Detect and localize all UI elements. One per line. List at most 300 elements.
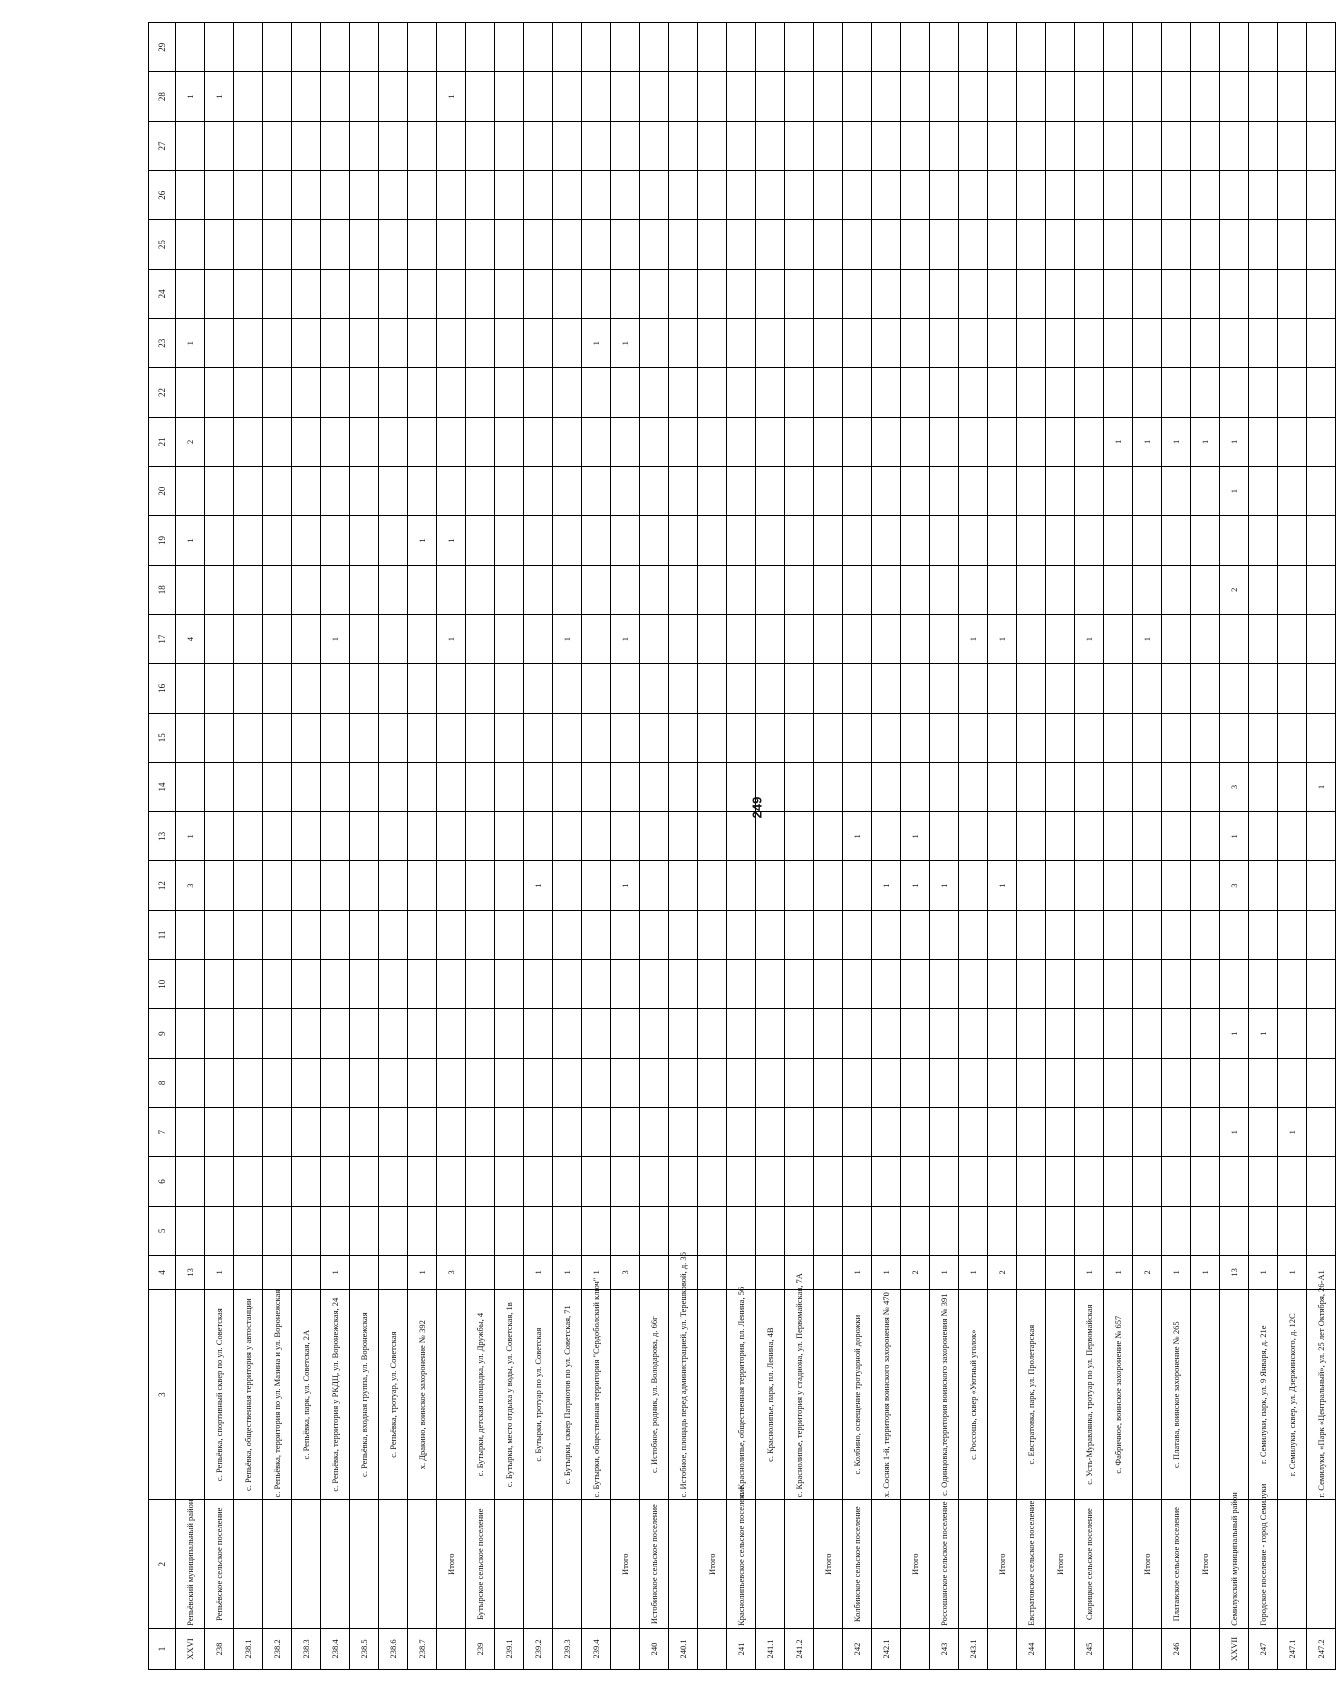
- value-cell: [466, 72, 495, 121]
- table-row: [234, 23, 263, 1670]
- value-cell: [669, 565, 698, 614]
- value-cell: [1191, 565, 1220, 614]
- value-cell: 1: [176, 516, 205, 565]
- value-cell: [1046, 1157, 1075, 1206]
- value-cell: [379, 171, 408, 220]
- municipality-cell: Итого: [698, 1500, 727, 1628]
- value-cell: [785, 1206, 814, 1255]
- value-cell: [727, 269, 756, 318]
- value-cell: [524, 1009, 553, 1058]
- value-cell: [1075, 1206, 1104, 1255]
- municipality-cell: Итого: [1191, 1500, 1220, 1628]
- value-cell: [1046, 319, 1075, 368]
- value-cell: [1046, 565, 1075, 614]
- value-cell: [234, 171, 263, 220]
- value-cell: 1: [1104, 1255, 1133, 1289]
- value-cell: [350, 368, 379, 417]
- value-cell: [350, 1009, 379, 1058]
- value-cell: [582, 910, 611, 959]
- value-cell: [1278, 1009, 1307, 1058]
- value-cell: [553, 664, 582, 713]
- object-cell: с. Краснолипье, территория у стадиона, ул. Первомайская, 7А: [785, 1289, 814, 1500]
- value-cell: [379, 516, 408, 565]
- value-cell: [785, 1108, 814, 1157]
- value-cell: [234, 861, 263, 910]
- value-cell: [1307, 269, 1336, 318]
- value-cell: [553, 1058, 582, 1107]
- value-cell: [872, 516, 901, 565]
- value-cell: [901, 171, 930, 220]
- value-cell: [640, 1009, 669, 1058]
- value-cell: [379, 565, 408, 614]
- value-cell: [437, 269, 466, 318]
- value-cell: [1162, 861, 1191, 910]
- value-cell: [176, 960, 205, 1009]
- value-cell: [611, 121, 640, 170]
- value-cell: [379, 1255, 408, 1289]
- row-number-cell: [901, 1628, 930, 1669]
- value-cell: [1249, 23, 1278, 72]
- value-cell: [727, 1009, 756, 1058]
- object-cell: г. Семилуки, сквер, ул. Дзержинского, д. 12С: [1278, 1289, 1307, 1500]
- value-cell: [1191, 910, 1220, 959]
- value-cell: [669, 23, 698, 72]
- value-cell: [1220, 121, 1249, 170]
- value-cell: [205, 269, 234, 318]
- value-cell: [814, 1206, 843, 1255]
- value-cell: [1278, 565, 1307, 614]
- value-cell: [640, 516, 669, 565]
- value-cell: [785, 417, 814, 466]
- value-cell: [205, 466, 234, 515]
- value-cell: [1017, 417, 1046, 466]
- value-cell: [292, 319, 321, 368]
- municipality-cell: Итого: [611, 1500, 640, 1628]
- value-cell: [321, 121, 350, 170]
- value-cell: [553, 269, 582, 318]
- value-cell: [321, 1009, 350, 1058]
- value-cell: [930, 614, 959, 663]
- value-cell: [524, 1157, 553, 1206]
- value-cell: [785, 516, 814, 565]
- value-cell: [582, 1058, 611, 1107]
- value-cell: [698, 1058, 727, 1107]
- value-cell: [785, 960, 814, 1009]
- value-cell: [1104, 121, 1133, 170]
- value-cell: [466, 269, 495, 318]
- value-cell: 1: [901, 812, 930, 861]
- value-cell: [901, 1108, 930, 1157]
- row-number-cell: XXVII: [1220, 1628, 1249, 1669]
- value-cell: [1249, 1206, 1278, 1255]
- value-cell: [205, 664, 234, 713]
- value-cell: [959, 269, 988, 318]
- value-cell: [1075, 1009, 1104, 1058]
- value-cell: [553, 466, 582, 515]
- object-cell: с. Бутырки, общественная территория "Сердоболский ключ": [582, 1289, 611, 1500]
- value-cell: [205, 1009, 234, 1058]
- value-cell: [1162, 1206, 1191, 1255]
- value-cell: [350, 319, 379, 368]
- value-cell: [1249, 121, 1278, 170]
- value-cell: [1133, 220, 1162, 269]
- table-row: [1307, 23, 1336, 1670]
- value-cell: [466, 220, 495, 269]
- object-cell: с. Колбино, освещение тротуарной дорожки: [843, 1289, 872, 1500]
- value-cell: [959, 565, 988, 614]
- table-row: [1249, 23, 1278, 1670]
- value-cell: [292, 466, 321, 515]
- value-cell: [437, 565, 466, 614]
- value-cell: [1307, 417, 1336, 466]
- value-cell: [379, 23, 408, 72]
- value-cell: [234, 664, 263, 713]
- value-cell: [408, 1157, 437, 1206]
- value-cell: [988, 1009, 1017, 1058]
- value-cell: [814, 368, 843, 417]
- value-cell: [263, 516, 292, 565]
- value-cell: [640, 466, 669, 515]
- value-cell: [611, 1206, 640, 1255]
- value-cell: [1249, 1108, 1278, 1157]
- value-cell: [437, 1206, 466, 1255]
- value-cell: 1: [872, 1255, 901, 1289]
- municipality-cell: Итого: [988, 1500, 1017, 1628]
- value-cell: [263, 565, 292, 614]
- value-cell: [1278, 614, 1307, 663]
- value-cell: [814, 713, 843, 762]
- municipality-cell: [553, 1500, 582, 1628]
- value-cell: [263, 762, 292, 811]
- value-cell: [1162, 762, 1191, 811]
- value-cell: [640, 664, 669, 713]
- object-cell: с. Бутырки, детская площадка, ул. Дружбы, 4: [466, 1289, 495, 1500]
- value-cell: [437, 960, 466, 1009]
- value-cell: [1133, 565, 1162, 614]
- value-cell: [988, 171, 1017, 220]
- row-number-cell: 243.1: [959, 1628, 988, 1669]
- value-cell: [495, 614, 524, 663]
- value-cell: [843, 762, 872, 811]
- value-cell: [495, 72, 524, 121]
- value-cell: [872, 1108, 901, 1157]
- value-cell: [1307, 72, 1336, 121]
- value-cell: [466, 1058, 495, 1107]
- value-cell: [1191, 1009, 1220, 1058]
- column-header: 13: [149, 812, 176, 861]
- value-cell: [611, 812, 640, 861]
- value-cell: [292, 516, 321, 565]
- value-cell: [930, 1058, 959, 1107]
- value-cell: [698, 1009, 727, 1058]
- value-cell: [930, 1206, 959, 1255]
- value-cell: [872, 1009, 901, 1058]
- value-cell: [640, 861, 669, 910]
- value-cell: [437, 220, 466, 269]
- value-cell: [495, 1108, 524, 1157]
- object-cell: [1133, 1289, 1162, 1500]
- value-cell: [176, 1058, 205, 1107]
- value-cell: [263, 664, 292, 713]
- value-cell: [756, 72, 785, 121]
- value-cell: [669, 614, 698, 663]
- value-cell: [582, 72, 611, 121]
- value-cell: [524, 713, 553, 762]
- value-cell: [234, 565, 263, 614]
- object-cell: с. Репьёвка, общественная территория у автостанции: [234, 1289, 263, 1500]
- value-cell: [1220, 1206, 1249, 1255]
- value-cell: [814, 960, 843, 1009]
- value-cell: [263, 1157, 292, 1206]
- value-cell: [959, 121, 988, 170]
- value-cell: [669, 812, 698, 861]
- table-row: [524, 23, 553, 1670]
- value-cell: [901, 1206, 930, 1255]
- value-cell: [1249, 466, 1278, 515]
- value-cell: [785, 220, 814, 269]
- value-cell: [350, 664, 379, 713]
- value-cell: 13: [1220, 1255, 1249, 1289]
- value-cell: [930, 319, 959, 368]
- value-cell: [1278, 910, 1307, 959]
- value-cell: [350, 614, 379, 663]
- value-cell: [205, 861, 234, 910]
- value-cell: [756, 910, 785, 959]
- object-cell: с. Россошь, сквер «Уютный уголок»: [959, 1289, 988, 1500]
- value-cell: [1191, 466, 1220, 515]
- value-cell: [1307, 1157, 1336, 1206]
- value-cell: [408, 762, 437, 811]
- value-cell: [437, 23, 466, 72]
- row-number-cell: 247.2: [1307, 1628, 1336, 1669]
- value-cell: [814, 319, 843, 368]
- value-cell: [1104, 1157, 1133, 1206]
- value-cell: [727, 171, 756, 220]
- value-cell: [1162, 171, 1191, 220]
- value-cell: [176, 1157, 205, 1206]
- value-cell: [756, 565, 785, 614]
- object-cell: [1046, 1289, 1075, 1500]
- table-row: [785, 23, 814, 1670]
- value-cell: [901, 960, 930, 1009]
- value-cell: [495, 319, 524, 368]
- value-cell: [1075, 171, 1104, 220]
- value-cell: [495, 516, 524, 565]
- value-cell: [350, 23, 379, 72]
- value-cell: [234, 23, 263, 72]
- value-cell: [988, 269, 1017, 318]
- value-cell: [582, 1108, 611, 1157]
- municipality-cell: Евстратовское сельское поселение: [1017, 1500, 1046, 1628]
- value-cell: [408, 1108, 437, 1157]
- value-cell: [959, 1206, 988, 1255]
- value-cell: [814, 171, 843, 220]
- value-cell: [234, 466, 263, 515]
- value-cell: [756, 368, 785, 417]
- value-cell: [437, 1009, 466, 1058]
- value-cell: [1220, 910, 1249, 959]
- value-cell: [553, 368, 582, 417]
- value-cell: [698, 1157, 727, 1206]
- value-cell: [1133, 1108, 1162, 1157]
- value-cell: [263, 1058, 292, 1107]
- value-cell: [553, 812, 582, 861]
- value-cell: [901, 23, 930, 72]
- row-number-cell: [1104, 1628, 1133, 1669]
- table-row: [292, 23, 321, 1670]
- value-cell: [1162, 319, 1191, 368]
- value-cell: [959, 910, 988, 959]
- column-header: 5: [149, 1206, 176, 1255]
- value-cell: [582, 1009, 611, 1058]
- value-cell: [205, 614, 234, 663]
- value-cell: [1046, 466, 1075, 515]
- value-cell: [466, 516, 495, 565]
- value-cell: [1278, 368, 1307, 417]
- value-cell: [1162, 1058, 1191, 1107]
- value-cell: [582, 1206, 611, 1255]
- value-cell: 2: [1220, 565, 1249, 614]
- object-cell: с. Краснолипье, общественная территория, пл. Ленина, 56: [727, 1289, 756, 1500]
- value-cell: [1278, 1157, 1307, 1206]
- value-cell: [843, 910, 872, 959]
- value-cell: [234, 1255, 263, 1289]
- value-cell: [495, 1157, 524, 1206]
- value-cell: [872, 417, 901, 466]
- value-cell: [495, 220, 524, 269]
- row-number-cell: 244: [1017, 1628, 1046, 1669]
- value-cell: [176, 713, 205, 762]
- value-cell: 1: [1307, 762, 1336, 811]
- value-cell: [988, 713, 1017, 762]
- value-cell: [553, 762, 582, 811]
- value-cell: 3: [1220, 861, 1249, 910]
- value-cell: [640, 72, 669, 121]
- value-cell: [1220, 516, 1249, 565]
- value-cell: [814, 565, 843, 614]
- value-cell: [1104, 1206, 1133, 1255]
- value-cell: [814, 762, 843, 811]
- value-cell: [350, 466, 379, 515]
- value-cell: [1220, 614, 1249, 663]
- value-cell: [553, 713, 582, 762]
- value-cell: 1: [176, 812, 205, 861]
- value-cell: [756, 23, 785, 72]
- value-cell: [611, 762, 640, 811]
- value-cell: 2: [1133, 1255, 1162, 1289]
- column-header: 14: [149, 762, 176, 811]
- value-cell: [1133, 1058, 1162, 1107]
- value-cell: [1075, 516, 1104, 565]
- value-cell: [698, 516, 727, 565]
- value-cell: [611, 417, 640, 466]
- value-cell: [524, 121, 553, 170]
- row-number-cell: 238.5: [350, 1628, 379, 1669]
- value-cell: [292, 861, 321, 910]
- row-number-cell: 243: [930, 1628, 959, 1669]
- municipality-cell: [321, 1500, 350, 1628]
- value-cell: [1162, 910, 1191, 959]
- value-cell: [437, 121, 466, 170]
- row-number-cell: 241.1: [756, 1628, 785, 1669]
- value-cell: [814, 664, 843, 713]
- value-cell: [1191, 72, 1220, 121]
- value-cell: [379, 1009, 408, 1058]
- value-cell: [321, 1058, 350, 1107]
- value-cell: [524, 220, 553, 269]
- value-cell: [1278, 1206, 1307, 1255]
- value-cell: [379, 1206, 408, 1255]
- table-row: [408, 23, 437, 1670]
- value-cell: [379, 121, 408, 170]
- value-cell: [379, 368, 408, 417]
- value-cell: [176, 269, 205, 318]
- header-row: [149, 23, 176, 1670]
- value-cell: [1075, 960, 1104, 1009]
- value-cell: [1249, 269, 1278, 318]
- value-cell: [1220, 23, 1249, 72]
- value-cell: [234, 614, 263, 663]
- object-cell: [176, 1289, 205, 1500]
- value-cell: [1307, 368, 1336, 417]
- value-cell: [292, 910, 321, 959]
- value-cell: [495, 1255, 524, 1289]
- value-cell: [872, 466, 901, 515]
- value-cell: [1278, 121, 1307, 170]
- value-cell: [756, 269, 785, 318]
- value-cell: [1278, 713, 1307, 762]
- object-cell: с. Репьёвка, входная группа, ул. Воронежская: [350, 1289, 379, 1500]
- value-cell: [698, 1206, 727, 1255]
- value-cell: [466, 664, 495, 713]
- value-cell: [930, 23, 959, 72]
- value-cell: [611, 1157, 640, 1206]
- value-cell: [1307, 23, 1336, 72]
- value-cell: [321, 812, 350, 861]
- value-cell: [756, 1058, 785, 1107]
- value-cell: 1: [321, 614, 350, 663]
- row-number-cell: 239.3: [553, 1628, 582, 1669]
- value-cell: [263, 72, 292, 121]
- value-cell: [640, 1157, 669, 1206]
- value-cell: [669, 72, 698, 121]
- value-cell: 1: [930, 1255, 959, 1289]
- value-cell: [640, 812, 669, 861]
- object-cell: [698, 1289, 727, 1500]
- municipality-cell: [1104, 1500, 1133, 1628]
- value-cell: [553, 319, 582, 368]
- table-row: [553, 23, 582, 1670]
- table-row: [640, 23, 669, 1670]
- value-cell: [901, 762, 930, 811]
- value-cell: [698, 269, 727, 318]
- value-cell: [611, 368, 640, 417]
- value-cell: [524, 812, 553, 861]
- value-cell: [379, 269, 408, 318]
- value-cell: [1017, 466, 1046, 515]
- value-cell: [1191, 1206, 1220, 1255]
- column-header: 21: [149, 417, 176, 466]
- row-number-cell: 238: [205, 1628, 234, 1669]
- value-cell: [524, 1206, 553, 1255]
- value-cell: [727, 713, 756, 762]
- value-cell: [698, 614, 727, 663]
- value-cell: 1: [553, 614, 582, 663]
- value-cell: [205, 121, 234, 170]
- value-cell: [1162, 269, 1191, 318]
- value-cell: [379, 1058, 408, 1107]
- municipality-cell: Итого: [901, 1500, 930, 1628]
